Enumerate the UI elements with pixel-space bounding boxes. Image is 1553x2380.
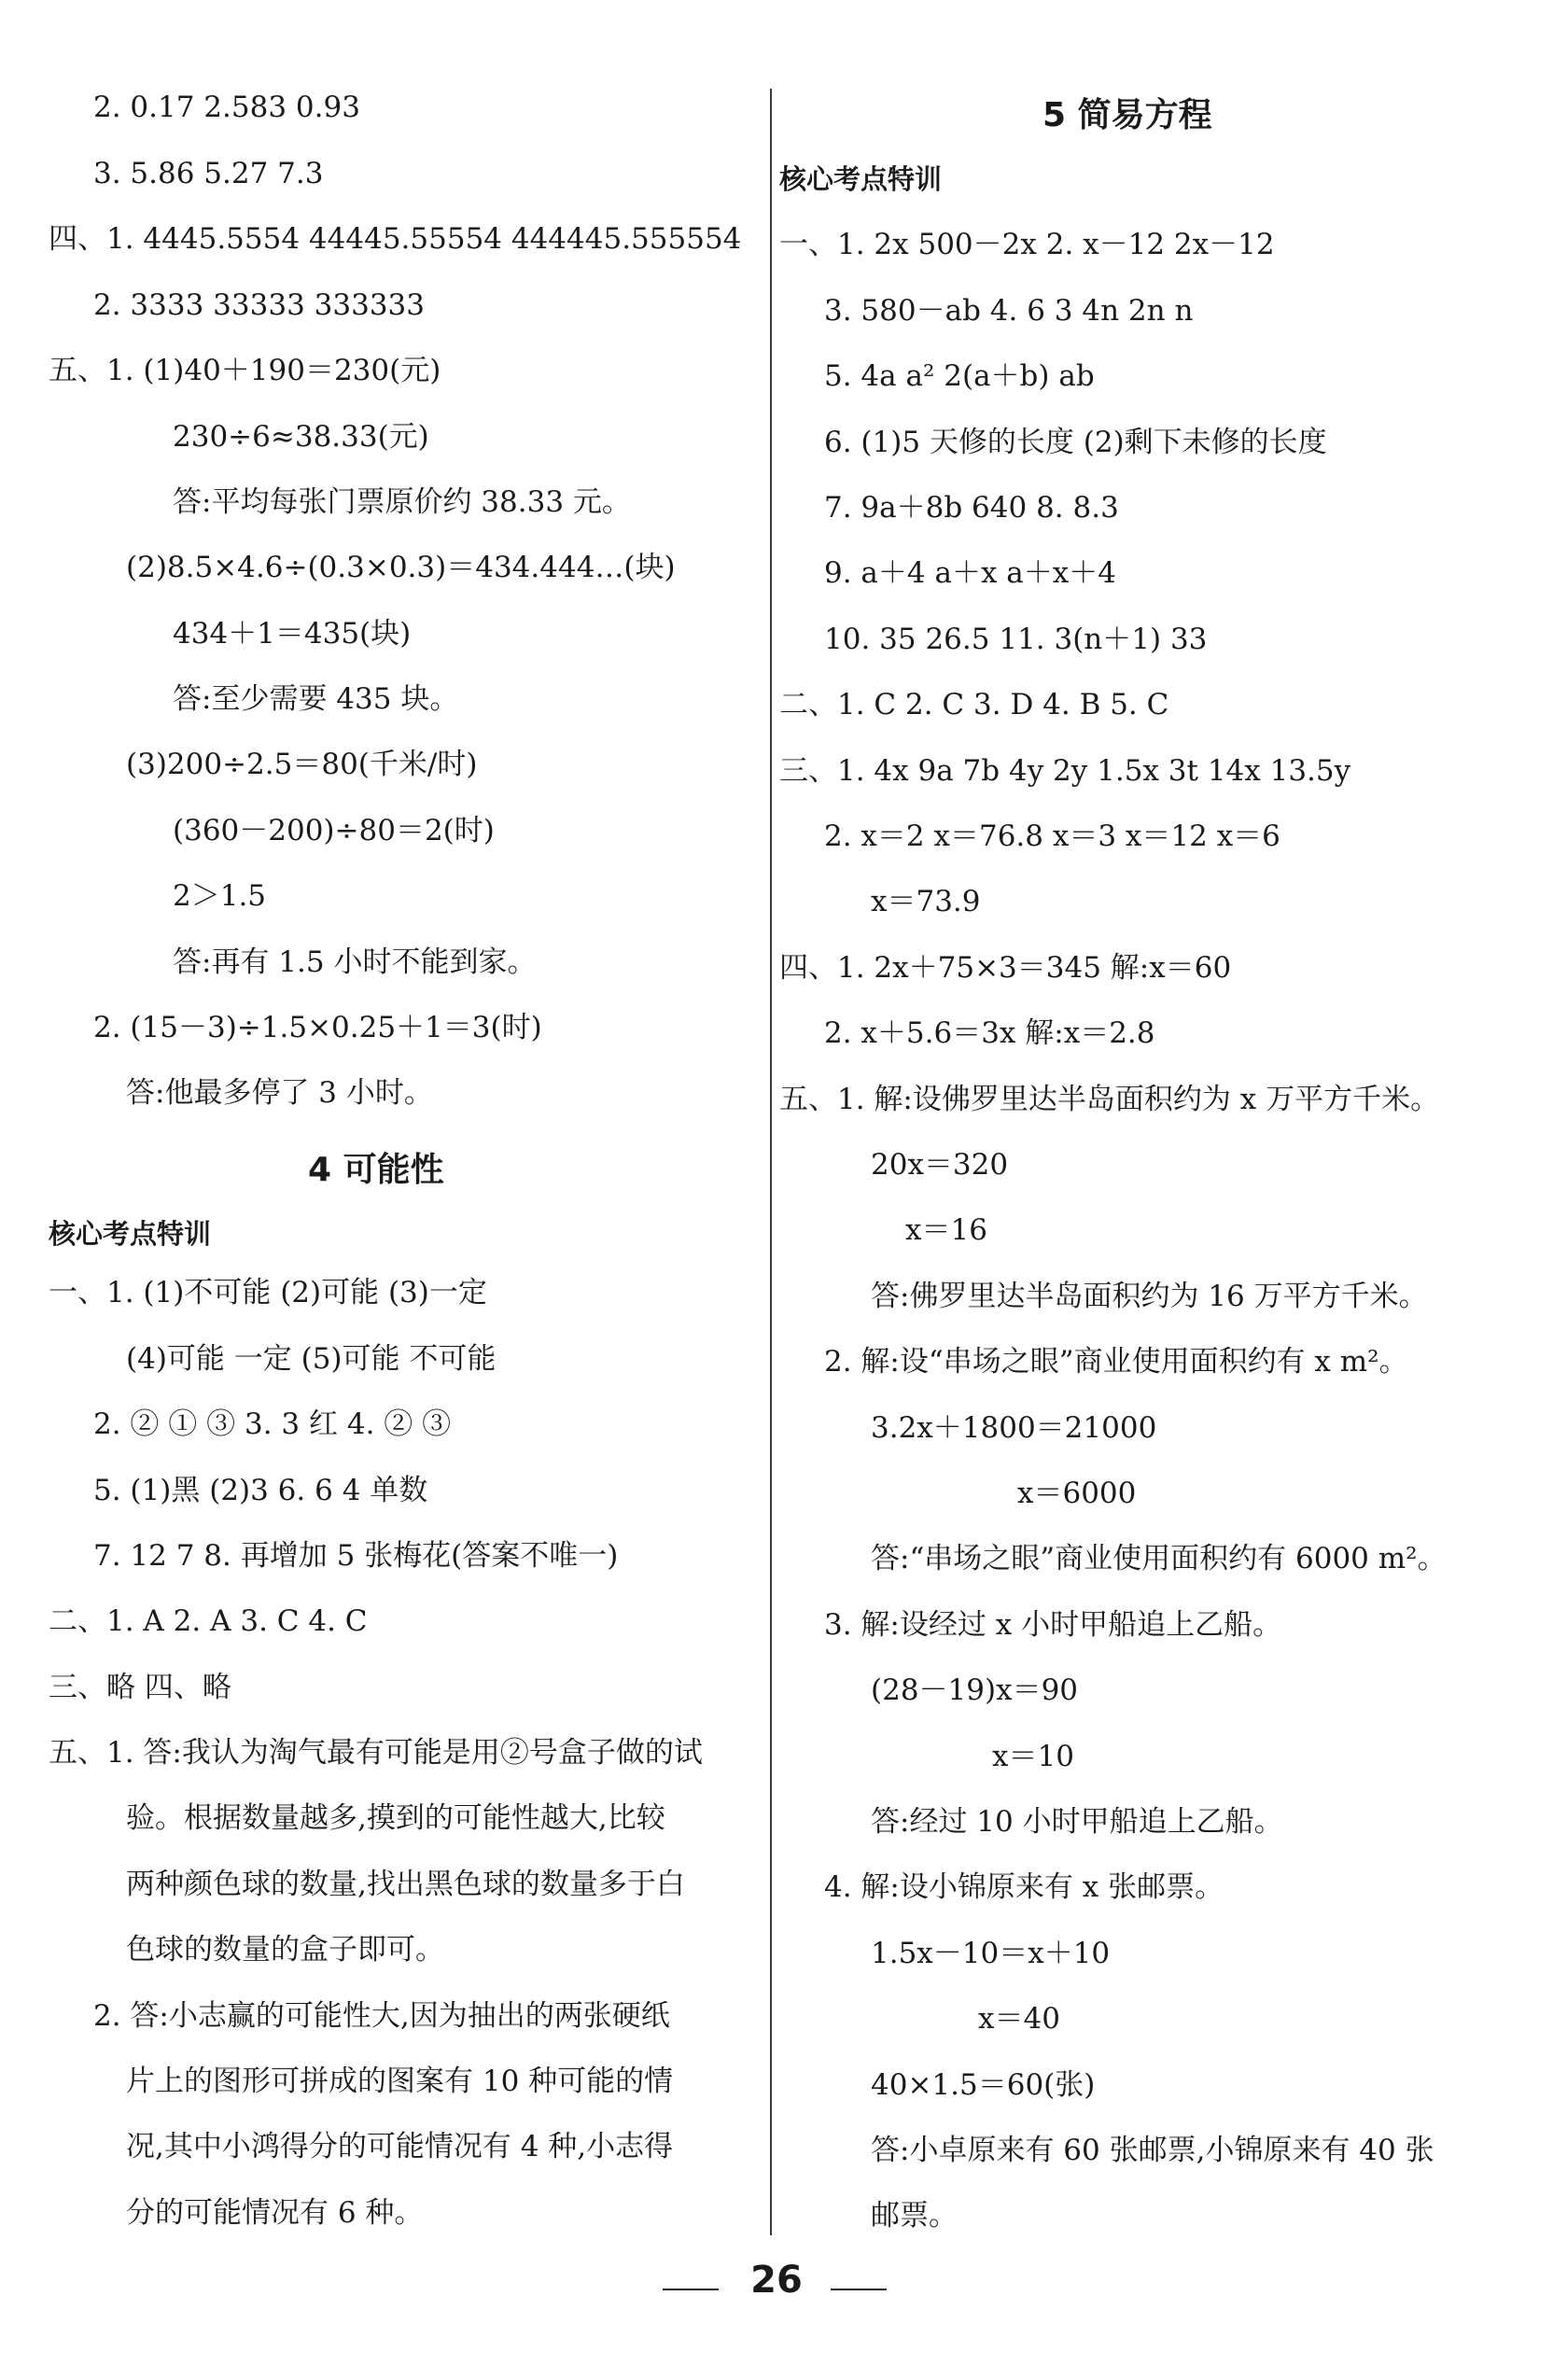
answer-line: 两种颜色球的数量,找出黑色球的数量多于白 [126, 1868, 685, 1901]
answer-line: 一、1. (1)不可能 (2)可能 (3)一定 [49, 1276, 487, 1309]
answer-line: x＝10 [992, 1740, 1074, 1773]
answer-line: 分的可能情况有 6 种。 [126, 2196, 424, 2230]
section-title-equation: 5 简易方程 [1042, 96, 1212, 134]
answer-line: x＝73.9 [871, 885, 981, 918]
page-number: 26 [750, 2259, 803, 2302]
answer-line: 答:再有 1.5 小时不能到家。 [173, 945, 537, 979]
footer-dash-left [663, 2289, 719, 2290]
answer-line: (3)200÷2.5＝80(千米/时) [126, 748, 478, 781]
page-footer [0, 2259, 1553, 2315]
answer-line: 2. 0.17 2.583 0.93 [93, 91, 360, 124]
section-subtitle-left: 核心考点特训 [49, 1218, 212, 1250]
answer-line: 3. 580－ab 4. 6 3 4n 2n n [824, 294, 1194, 328]
answer-line: 验。根据数量越多,摸到的可能性越大,比较 [126, 1801, 665, 1835]
section-title-possibility: 4 可能性 [308, 1151, 444, 1189]
answer-line: x＝6000 [1017, 1477, 1137, 1510]
answer-line: x＝16 [905, 1213, 987, 1247]
answer-line: 7. 9a＋8b 640 8. 8.3 [824, 491, 1119, 525]
answer-line: 2＞1.5 [173, 879, 267, 913]
answer-line: 答:佛罗里达半岛面积约为 16 万平方千米。 [871, 1280, 1428, 1313]
answer-line: 20x＝320 [871, 1148, 1009, 1182]
answer-line: 二、1. A 2. A 3. C 4. C [49, 1604, 368, 1638]
answer-line: 434＋1＝435(块) [173, 617, 412, 651]
answer-line: 邮票。 [871, 2199, 958, 2233]
answer-line: 三、1. 4x 9a 7b 4y 2y 1.5x 3t 14x 13.5y [779, 754, 1351, 788]
answer-line: 2. x＋5.6＝3x 解:x＝2.8 [824, 1016, 1155, 1050]
answer-line: 五、1. (1)40＋190＝230(元) [49, 354, 441, 387]
answer-line: 答:平均每张门票原价约 38.33 元。 [173, 485, 631, 519]
answer-line: 10. 35 26.5 11. 3(n＋1) 33 [824, 623, 1208, 656]
answer-line: 2. 解:设“串场之眼”商业使用面积约有 x m²。 [824, 1345, 1408, 1379]
answer-line: 答:至少需要 435 块。 [173, 682, 459, 716]
answer-line: 四、1. 2x＋75×3＝345 解:x＝60 [779, 951, 1232, 985]
answer-line: 况,其中小鸿得分的可能情况有 4 种,小志得 [126, 2130, 674, 2163]
answer-line: (28－19)x＝90 [871, 1673, 1079, 1707]
answer-line: (2)8.5×4.6÷(0.3×0.3)＝434.444…(块) [126, 551, 676, 584]
answer-line: 四、1. 4445.5554 44445.55554 444445.555554 [49, 222, 742, 256]
answer-line: 9. a＋4 a＋x a＋x＋4 [824, 556, 1116, 590]
answer-line: 3. 解:设经过 x 小时甲船追上乙船。 [824, 1608, 1282, 1642]
section-subtitle-right: 核心考点特训 [779, 163, 943, 195]
answer-line: 片上的图形可拼成的图案有 10 种可能的情 [126, 2065, 674, 2098]
footer-dash-right [831, 2289, 887, 2290]
answer-line: 答:“串场之眼”商业使用面积约有 6000 m²。 [871, 1542, 1447, 1575]
answer-line: 3.2x＋1800＝21000 [871, 1411, 1157, 1445]
answer-line: 答:经过 10 小时甲船追上乙船。 [871, 1805, 1283, 1839]
answer-line: 2. ② ① ③ 3. 3 红 4. ② ③ [93, 1407, 452, 1441]
answer-line: 4. 解:设小锦原来有 x 张邮票。 [824, 1870, 1224, 1904]
answer-line: 5. (1)黑 (2)3 6. 6 4 单数 [93, 1474, 428, 1507]
answer-line: 230÷6≈38.33(元) [173, 420, 429, 454]
answer-line: 三、略 四、略 [49, 1671, 231, 1704]
column-divider [770, 89, 772, 2235]
answer-line: 2. (15－3)÷1.5×0.25＋1＝3(时) [93, 1011, 542, 1044]
answer-line: 1.5x－10＝x＋10 [871, 1937, 1111, 1970]
answer-line: 2. 答:小志赢的可能性大,因为抽出的两张硬纸 [93, 1999, 670, 2033]
answer-line: 答:小卓原来有 60 张邮票,小锦原来有 40 张 [871, 2134, 1434, 2167]
answer-line: 2. x＝2 x＝76.8 x＝3 x＝12 x＝6 [824, 819, 1280, 853]
answer-line: 五、1. 解:设佛罗里达半岛面积约为 x 万平方千米。 [779, 1083, 1440, 1116]
answer-line: 一、1. 2x 500－2x 2. x－12 2x－12 [779, 228, 1275, 261]
answer-line: 2. 3333 33333 333333 [93, 288, 425, 322]
answer-line: 7. 12 7 8. 再增加 5 张梅花(答案不唯一) [93, 1539, 619, 1573]
answer-line: (4)可能 一定 (5)可能 不可能 [126, 1342, 497, 1376]
answer-line: 40×1.5＝60(张) [871, 2068, 1096, 2102]
answer-line: 五、1. 答:我认为淘气最有可能是用②号盒子做的试 [49, 1736, 703, 1770]
answer-line: 二、1. C 2. C 3. D 4. B 5. C [779, 688, 1169, 721]
answer-line: x＝40 [978, 2002, 1060, 2036]
answer-line: 5. 4a a² 2(a＋b) ab [824, 359, 1095, 393]
answer-line: 色球的数量的盒子即可。 [126, 1933, 444, 1967]
answer-line: 3. 5.86 5.27 7.3 [93, 157, 324, 190]
answer-line: 答:他最多停了 3 小时。 [126, 1076, 433, 1110]
answer-line: (360－200)÷80＝2(时) [173, 814, 495, 847]
answer-line: 6. (1)5 天修的长度 (2)剩下未修的长度 [824, 426, 1327, 459]
